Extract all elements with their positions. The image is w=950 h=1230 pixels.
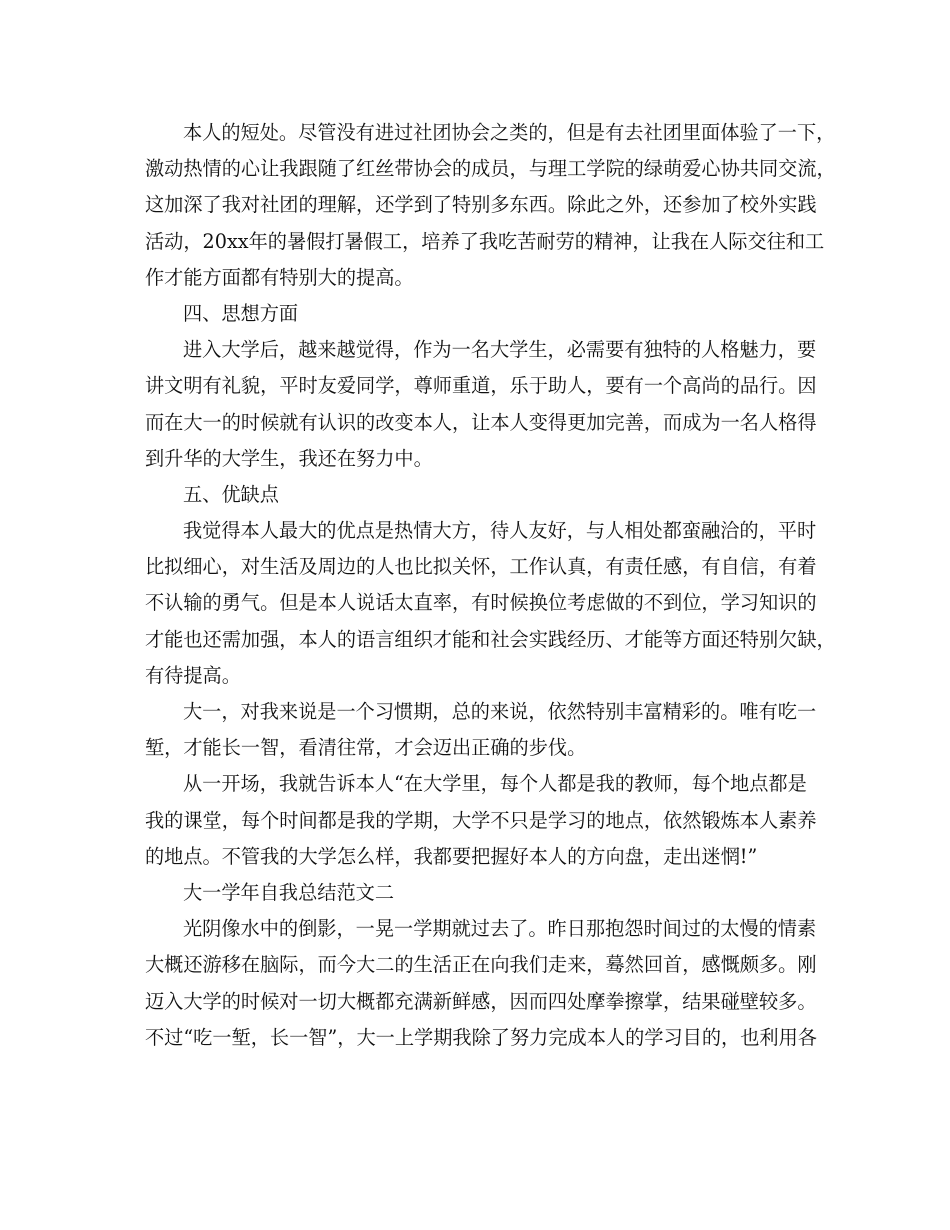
text-line: 迈入大学的时候对一切大概都充满新鲜感，因而四处摩拳擦掌，结果碰壁较多。 — [145, 989, 817, 1013]
text-line: 不认输的勇气。但是本人说话太直率，有时候换位考虑做的不到位，学习知识的 — [145, 591, 817, 615]
text-line: 五、优缺点 — [183, 482, 279, 506]
text-line: 不过“吃一堑，长一智”，大一上学期我除了努力完成本人的学习目的，也利用各 — [145, 1025, 817, 1049]
text-line: 大一学年自我总结范文二 — [183, 880, 395, 904]
text-line: 到升华的大学生，我还在努力中。 — [145, 446, 433, 470]
document-body — [145, 115, 836, 1056]
text-line: 我的课堂，每个时间都是我的学期，大学不只是学习的地点，依然锻炼本人素养 — [145, 808, 817, 832]
text-line: 才能也还需加强，本人的语言组织才能和社会实践经历、才能等方面还特别欠缺， — [145, 627, 836, 651]
text-line: 堑，才能长一智，看清往常，才会迈出正确的步伐。 — [145, 736, 587, 760]
text-line: 这加深了我对社团的理解，还学到了特别多东西。除此之外，还参加了校外实践 — [145, 193, 817, 217]
text-line: 的地点。不管我的大学怎么样，我都要把握好本人的方向盘，走出迷惘!” — [145, 844, 758, 868]
text-line: 大一，对我来说是一个习惯期，总的来说，依然特别丰富精彩的。唯有吃一 — [183, 700, 817, 723]
text-line: 我觉得本人最大的优点是热情大方，待人友好，与人相处都蛮融洽的，平时 — [183, 519, 817, 543]
text-line: 本人的短处。尽管没有进过社团协会之类的，但是有去社团里面体验了一下， — [183, 121, 836, 144]
text-line: 进入大学后，越来越觉得，作为一名大学生，必需要有独特的人格魅力，要 — [183, 338, 817, 362]
text-line: 大概还游移在脑际，而今大二的生活正在向我们走来，蓦然回首，感慨颇多。刚 — [145, 953, 817, 977]
text-line: 从一开场，我就告诉本人“在大学里，每个人都是我的教师，每个地点都是 — [183, 772, 807, 796]
text-line: 作才能方面都有特别大的提高。 — [145, 265, 414, 289]
text-line: 而在大一的时候就有认识的改变本人，让本人变得更加完善，而成为一名人格得 — [145, 410, 817, 434]
text-line: 光阴像水中的倒影，一晃一学期就过去了。昨日那抱怨时间过的太慢的情素 — [183, 917, 817, 941]
text-line: 有待提高。 — [145, 663, 241, 687]
text-line: 比拟细心，对生活及周边的人也比拟关怀，工作认真，有责任感，有自信，有着 — [145, 555, 817, 579]
text-line: 活动，20xx年的暑假打暑假工，培养了我吃苦耐劳的精神，让我在人际交往和工 — [145, 229, 825, 253]
text-line: 讲文明有礼貌，平时友爱同学，尊师重道，乐于助人，要有一个高尚的品行。因 — [145, 374, 817, 398]
text-line: 激动热情的心让我跟随了红丝带协会的成员，与理工学院的绿萌爱心协共同交流， — [145, 157, 836, 181]
text-line: 四、思想方面 — [183, 301, 299, 325]
